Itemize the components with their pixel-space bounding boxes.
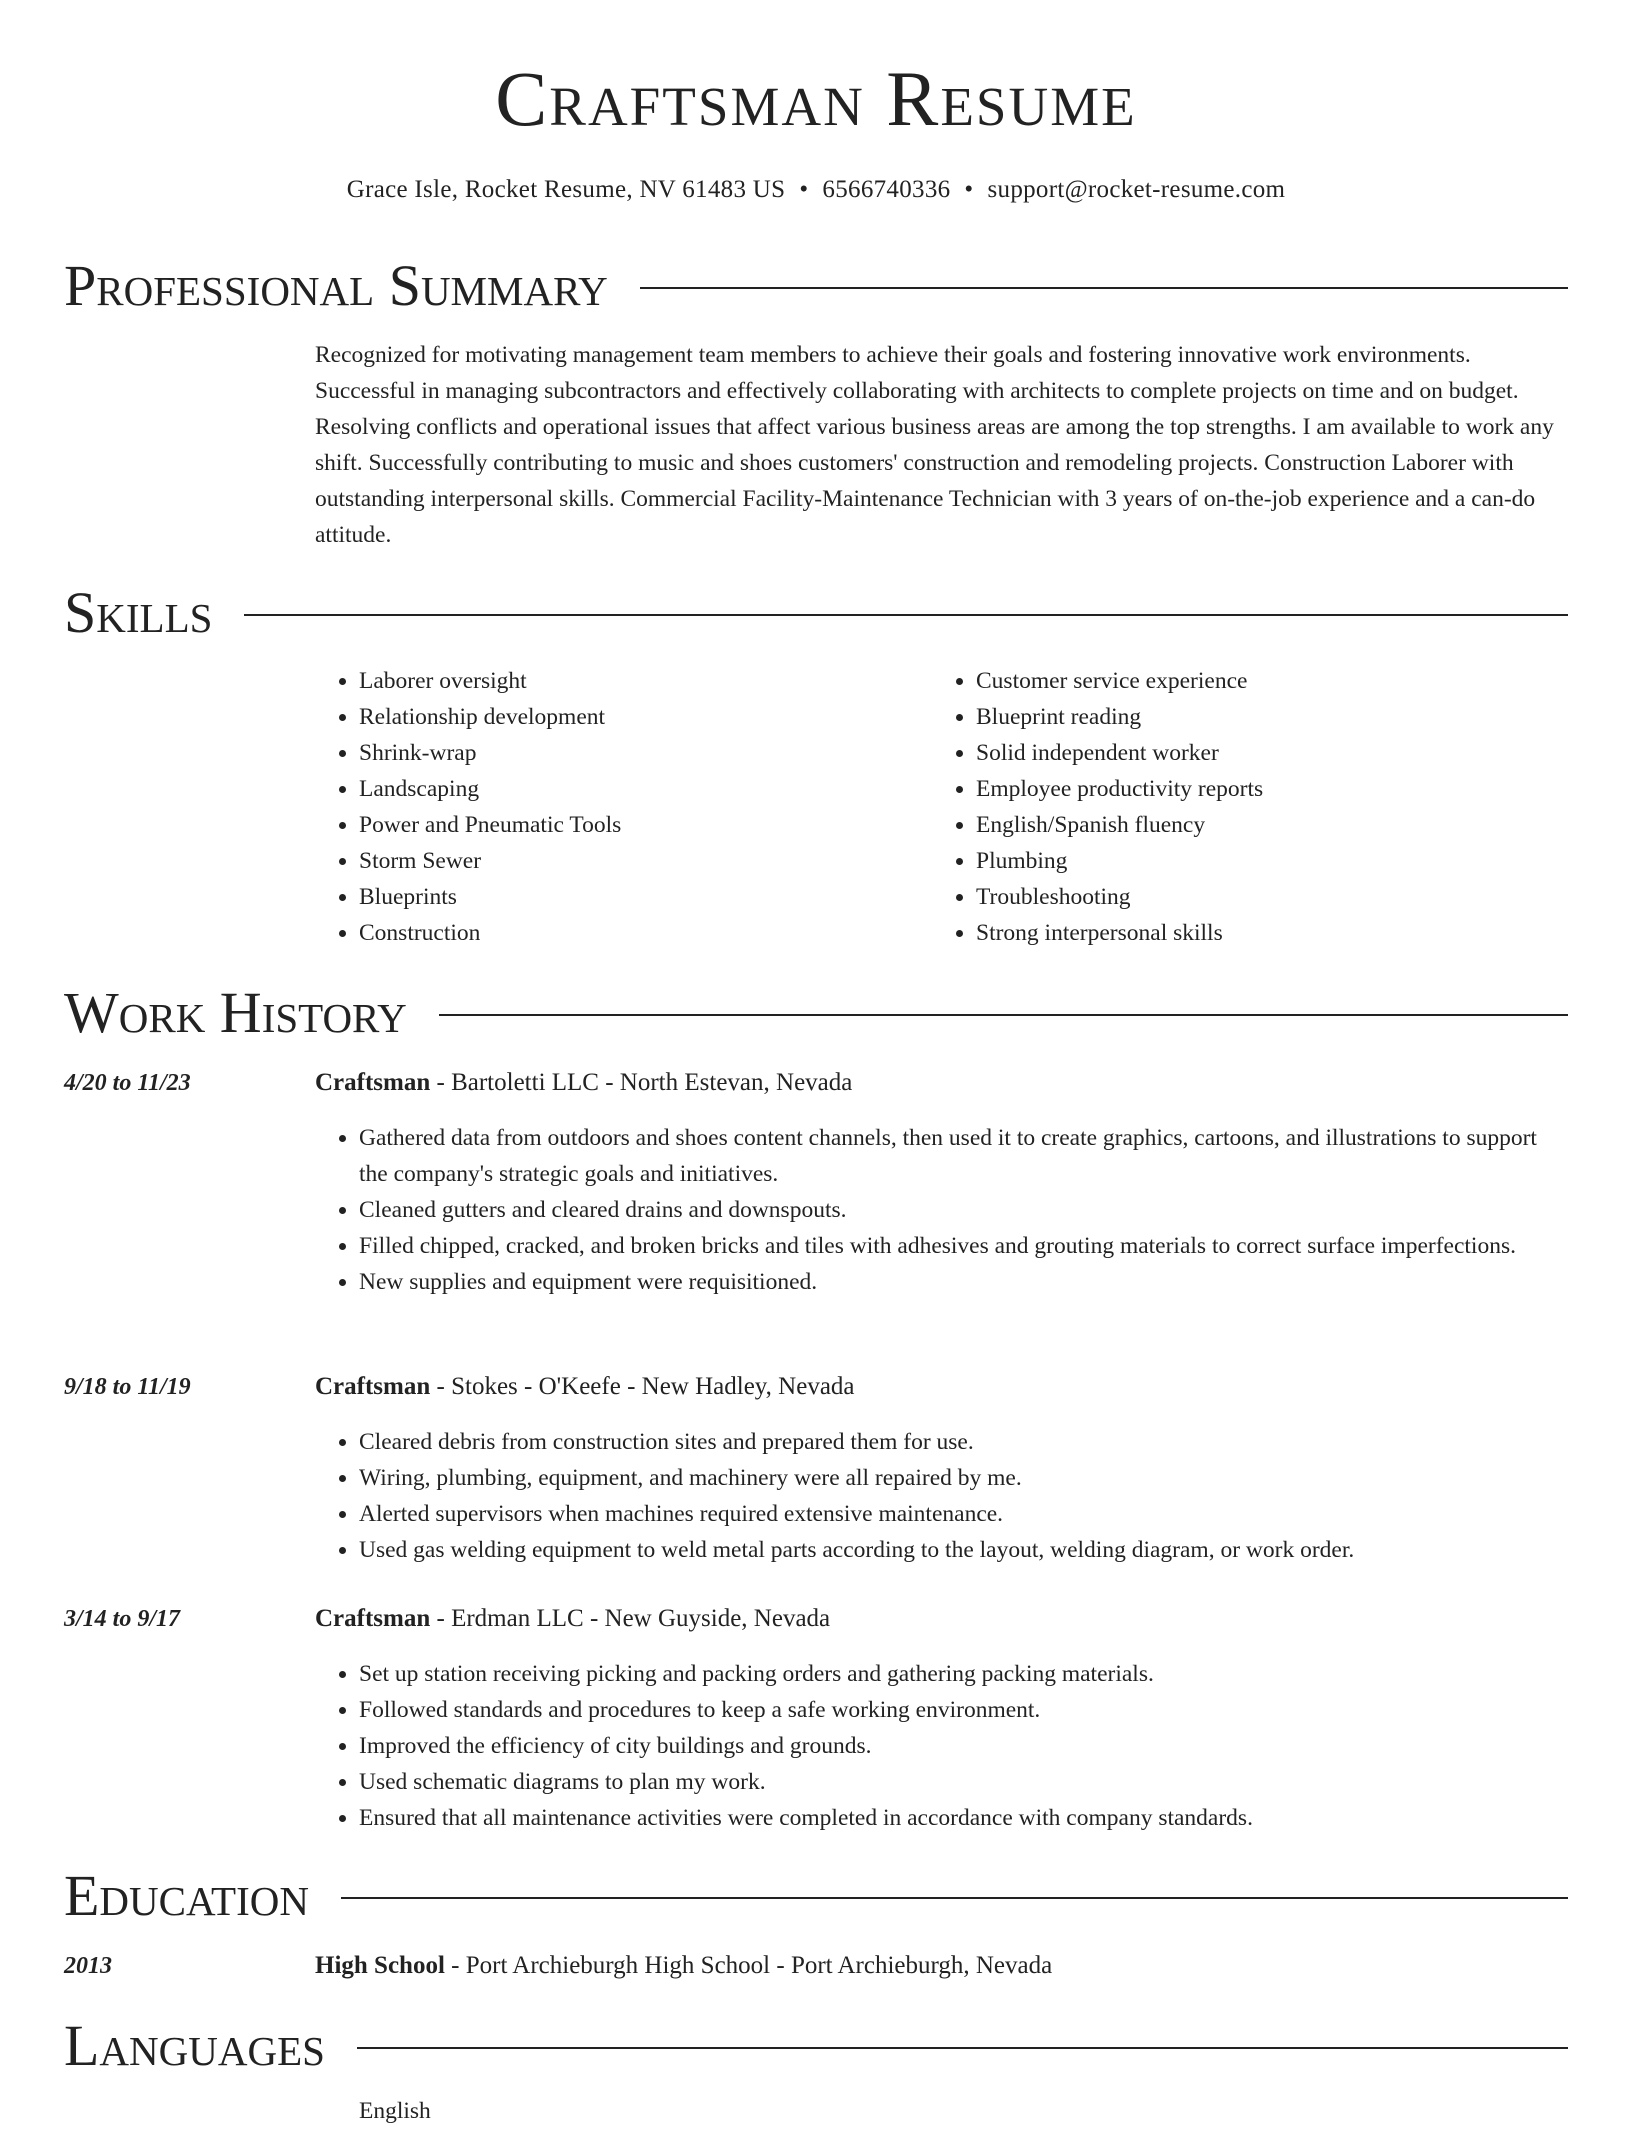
contact-line [64,172,1568,208]
skill-item: • Customer service experience [976,663,1532,699]
section-divider [439,1014,1568,1016]
job-dates: 4/20 to 11/23 [64,1070,191,1096]
work-heading: Work History [64,980,407,1045]
languages-list [315,2093,1568,2129]
job-bullet: • Filled chipped, cracked, and broken bricks and tiles with adhesives and grouting materials to correct surface imperfections. [359,1228,1568,1264]
skill-item: • Construction [359,915,915,951]
skill-item: • English/Spanish fluency [976,807,1532,843]
summary-section-header [64,253,1568,319]
job-bullet: • Followed standards and procedures to keep a safe working environment. [359,1692,1568,1728]
resume-title: Craftsman Resume [495,55,1137,142]
job-bullet: • Cleaned gutters and cleared drains and downspouts. [359,1192,1568,1228]
job-title: Craftsman [315,1069,431,1096]
skill-item: • Employee productivity reports [976,771,1532,807]
section-divider [640,287,1568,289]
job-bullets [315,1424,1568,1568]
skill-item: • Shrink-wrap [359,735,915,771]
job-bullet: • Used schematic diagrams to plan my work. [359,1764,1568,1800]
job-bullet: • Ensured that all maintenance activities were completed in accordance with company standards. [359,1800,1568,1836]
job-bullet-list [315,1120,1568,1300]
language-item: English [359,2098,431,2124]
job-title: Craftsman [315,1373,431,1400]
languages-section-header [64,2013,1568,2079]
education-heading: Education [64,1863,309,1928]
contact-email: support@rocket-resume.com [987,176,1286,203]
education-details: - Port Archieburgh High School - Port Archieburgh, Nevada [444,1952,1053,1979]
skill-item: • Solid independent worker [976,735,1532,771]
job-header [315,1369,1568,1405]
skill-item: • Blueprint reading [976,699,1532,735]
skill-item: • Blueprints [359,879,915,915]
job-bullet: • New supplies and equipment were requisitioned. [359,1264,1568,1300]
job-bullets [315,1120,1568,1300]
skill-item: • Relationship development [359,699,915,735]
skills-heading: Skills [64,580,213,645]
job-details: - Stokes - O'Keefe - New Hadley, Nevada [430,1373,855,1400]
skills-left-column [315,663,915,951]
job-bullet: • Gathered data from outdoors and shoes content channels, then used it to create graphics, cartoons, and illustrations to support the company's strategic goals and initiatives. [359,1120,1568,1192]
skills-section-header [64,580,1568,646]
education-section-header [64,1863,1568,1929]
summary-body [315,337,1568,553]
skill-item: • Strong interpersonal skills [976,915,1532,951]
job-dates: 3/14 to 9/17 [64,1606,181,1632]
work-section-header [64,980,1568,1046]
contact-phone: 6566740336 [822,176,951,203]
skills-left-list [315,663,915,951]
job-bullets [315,1656,1568,1836]
job-bullet-list [315,1656,1568,1836]
job-bullet: • Set up station receiving picking and packing orders and gathering packing materials. [359,1656,1568,1692]
job-dates: 9/18 to 11/19 [64,1374,191,1400]
job-header [315,1065,1568,1101]
skill-item: • Storm Sewer [359,843,915,879]
skill-item: • Laborer oversight [359,663,915,699]
contact-separator: • [799,176,809,203]
skills-right-list [932,663,1532,951]
job-bullet: • Cleared debris from construction sites and prepared them for use. [359,1424,1568,1460]
section-divider [244,614,1568,616]
languages-list-wrap [315,2093,1568,2129]
section-divider [341,1897,1568,1899]
education-degree: High School [315,1952,445,1979]
job-bullet: • Alerted supervisors when machines required extensive maintenance. [359,1496,1568,1532]
job-details: - Erdman LLC - New Guyside, Nevada [430,1605,831,1632]
contact-separator: • [964,176,974,203]
section-divider [357,2047,1568,2049]
education-entry [315,1948,1568,1984]
education-year: 2013 [64,1953,112,1979]
skill-item: • Landscaping [359,771,915,807]
skills-right-column [932,663,1532,951]
contact-address: Grace Isle, Rocket Resume, NV 61483 US [346,176,786,203]
job-bullet-list [315,1424,1568,1568]
skill-item: • Troubleshooting [976,879,1532,915]
job-bullet: • Wiring, plumbing, equipment, and machinery were all repaired by me. [359,1460,1568,1496]
skill-item: • Plumbing [976,843,1532,879]
job-bullet: • Used gas welding equipment to weld metal parts according to the layout, welding diagram, or work order. [359,1532,1568,1568]
skill-item: • Power and Pneumatic Tools [359,807,915,843]
summary-heading: Professional Summary [64,253,608,318]
languages-heading: Languages [64,2013,325,2078]
job-bullet: • Improved the efficiency of city buildings and grounds. [359,1728,1568,1764]
job-header [315,1601,1568,1637]
job-title: Craftsman [315,1605,431,1632]
summary-text: Recognized for motivating management team members to achieve their goals and fostering innovative work environments. Successful in managing subcontractors and effectively collaborating with architects to complete projects on time and on budget. Resolving conflicts and operational issues that affect various business areas are among the top strengths. I am available to work any shift. Successfully contributing to music and shoes customers' construction and remodeling projects. Construction Laborer with outstanding interpersonal skills. Commercial Facility-Maintenance Technician with 3 years of on-the-job experience and a can-do attitude. [315,342,1554,548]
job-details: - Bartoletti LLC - North Estevan, Nevada [430,1069,853,1096]
